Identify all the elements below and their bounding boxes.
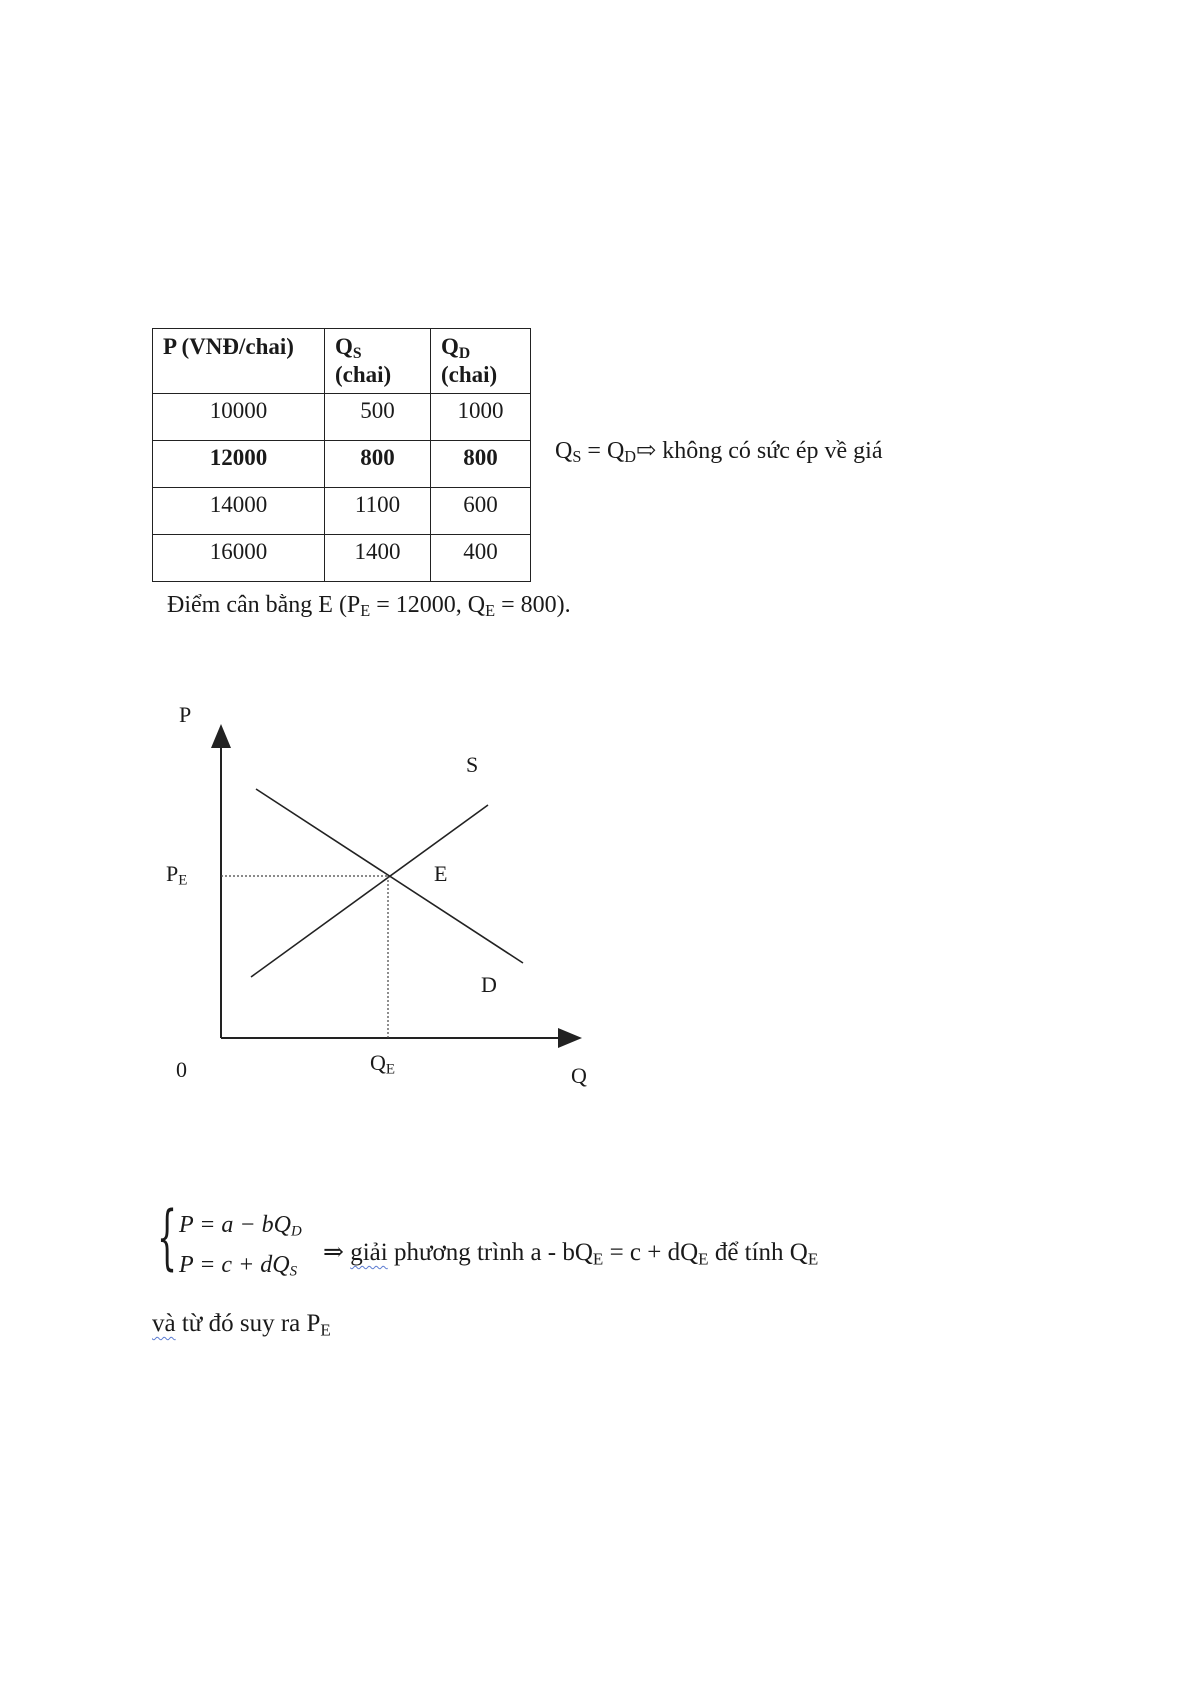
implies-arrow-icon: ⇒ (323, 1239, 344, 1266)
cell-price: 14000 (153, 488, 325, 535)
cell-qd: 800 (431, 441, 531, 488)
solve-instruction: ⇒ giải phương trình $a - bQ_E = c + dQ_E$ để tính $Q_E$ (323, 1239, 819, 1269)
implies-arrow-icon: ⇨ (636, 438, 657, 464)
qe-label: $Q_E$ (370, 1050, 396, 1078)
y-axis-label: P (179, 702, 192, 727)
cell-qd: 400 (431, 535, 531, 582)
cell-qs: 1400 (325, 535, 431, 582)
demand-label: D (481, 972, 497, 997)
x-axis-label: Q (571, 1063, 587, 1088)
equilibrium-point-text: Điểm cân bằng E ($P_E = 12000$, $Q_E = 800$). (167, 592, 571, 621)
cell-qs: 800 (325, 441, 431, 488)
pe-label: $P_E$ (166, 861, 188, 889)
cell-price: 10000 (153, 394, 325, 441)
origin-label: 0 (176, 1057, 187, 1082)
supply-label: S (466, 752, 479, 777)
supply-line (251, 805, 488, 977)
header-quantity-supplied: $Q_S$ (chai) (325, 329, 431, 394)
cell-price: 12000 (153, 441, 325, 488)
cell-qd: 1000 (431, 394, 531, 441)
cell-qd: 600 (431, 488, 531, 535)
equilibrium-note: $Q_S$ = $Q_D⇨$ không có sức ép về giá (555, 438, 883, 467)
equilibrium-label: E (434, 861, 448, 886)
supply-equation: $P = c + dQ_S$ (179, 1252, 298, 1280)
cell-qs: 500 (325, 394, 431, 441)
brace-icon: { (157, 1196, 178, 1278)
conclusion-text: và từ đó suy ra $P_E$ (152, 1310, 331, 1340)
demand-equation: $P = a - bQ_D$ (179, 1212, 302, 1240)
demand-line (256, 789, 523, 963)
header-price: P (VNĐ/chai) (153, 329, 325, 394)
cell-price: 16000 (153, 535, 325, 582)
cell-qs: 1100 (325, 488, 431, 535)
header-quantity-demanded: $Q_D$ (chai) (431, 329, 531, 394)
